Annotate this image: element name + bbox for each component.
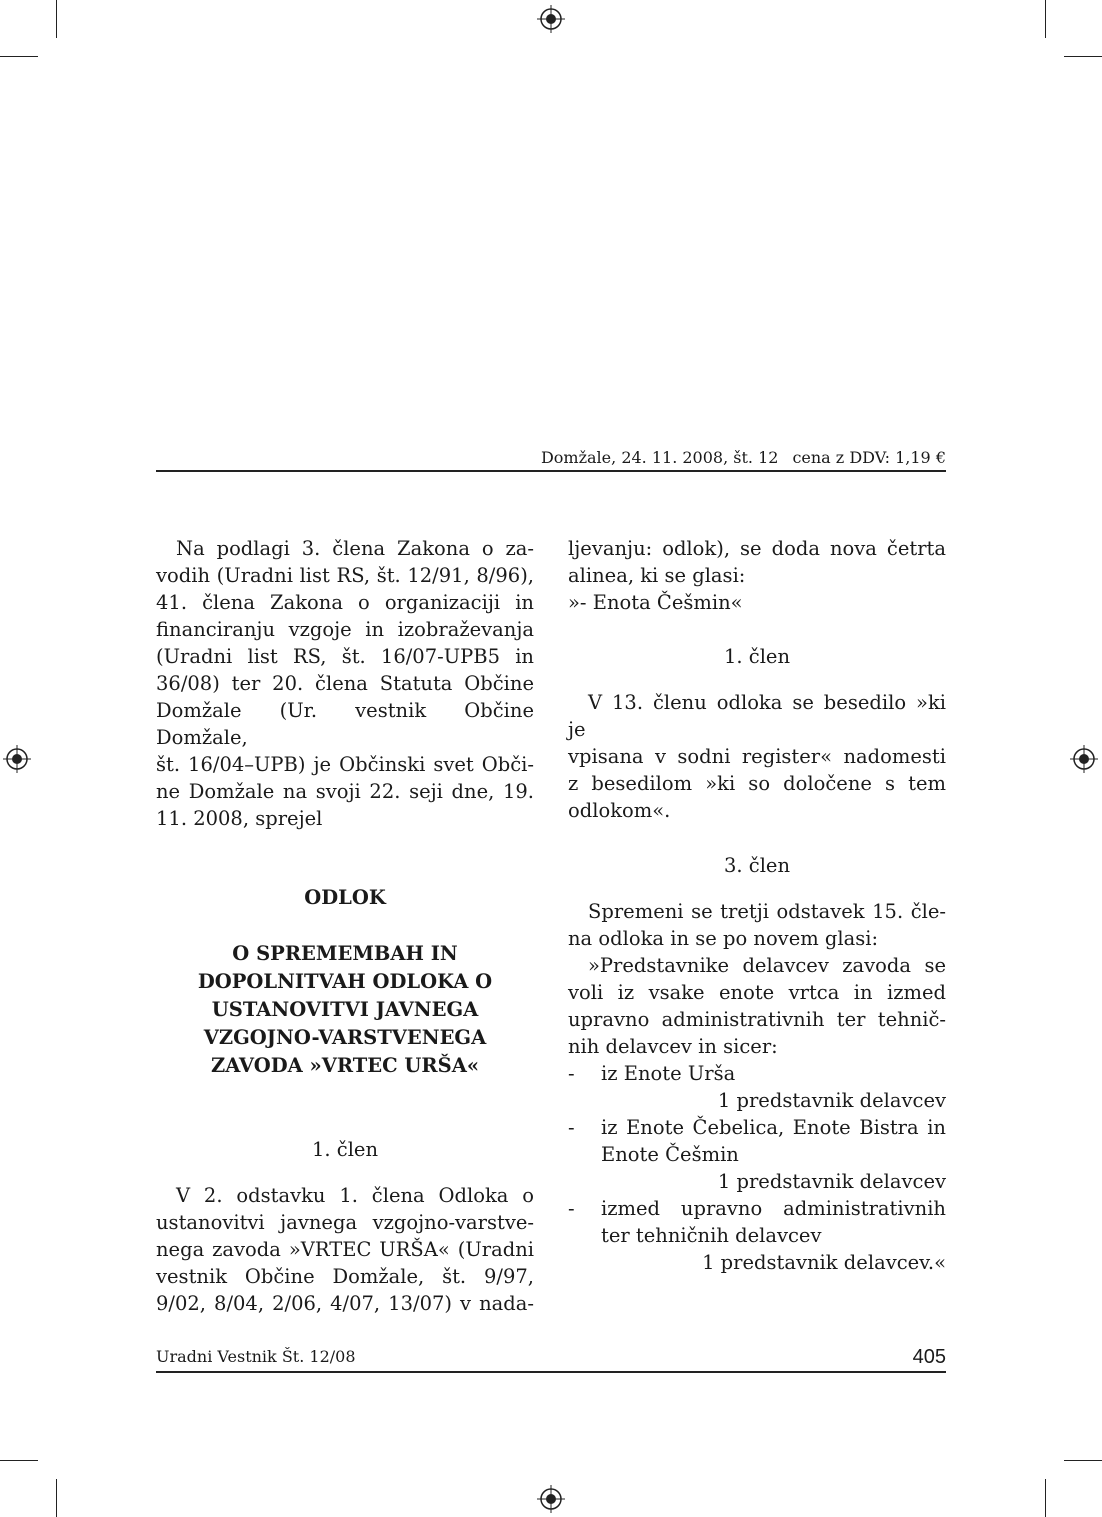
list-item-count: 1 predstavnik delavcev.« xyxy=(702,1251,946,1274)
continuation-line: alinea, ki se glasi: xyxy=(568,564,746,587)
right-column xyxy=(568,535,946,1276)
article-line: V 13. členu odloka se besedilo »ki je xyxy=(568,691,946,741)
article-line: voli iz vsake enote vrtca in izmed xyxy=(568,981,946,1004)
page-number: 405 xyxy=(912,1346,946,1368)
article-line: Spremeni se tretji odstavek 15. čle- xyxy=(588,900,946,923)
registration-mark-top-icon xyxy=(537,5,565,33)
list-item xyxy=(568,1060,946,1087)
document-subtitle xyxy=(156,940,534,1080)
subtitle-line: O SPREMEMBAH IN xyxy=(232,942,458,965)
crop-mark-top-left-v xyxy=(56,0,57,38)
article-line: upravno administrativnih ter tehnič- xyxy=(568,1008,946,1031)
subtitle-line: VZGOJNO-VARSTVENEGA xyxy=(203,1026,487,1049)
article-line: vpisana v sodni register« nadomesti xyxy=(568,745,946,768)
crop-mark-bottom-left-v xyxy=(56,1479,57,1517)
article-heading: 3. člen xyxy=(723,854,791,877)
article-line: ustanovitvi javnega vzgojno-varstve- xyxy=(156,1211,534,1234)
header-place-date: Domžale, 24. 11. 2008, št. 12 xyxy=(540,448,779,467)
article-body xyxy=(568,898,946,1060)
document-title: ODLOK xyxy=(304,886,386,909)
continuation-line: »- Enota Češmin« xyxy=(568,591,743,614)
article-line: nih delavcev in sicer: xyxy=(568,1035,778,1058)
article-heading: 1. člen xyxy=(311,1138,379,1161)
article-line: 9/02, 8/04, 2/06, 4/07, 13/07) v nada- xyxy=(156,1292,534,1315)
crop-mark-bottom-right-v xyxy=(1045,1479,1046,1517)
subtitle-line: ZAVODA »VRTEC URŠA« xyxy=(210,1054,480,1077)
article-line: vestnik Občine Domžale, št. 9/97, xyxy=(156,1265,534,1288)
preamble-line: ne Domžale na svoji 22. seji dne, 19. xyxy=(156,780,534,803)
article-line: V 2. odstavku 1. člena Odloka o xyxy=(176,1184,534,1207)
registration-mark-right-icon xyxy=(1070,745,1098,773)
left-column xyxy=(156,535,534,1317)
preamble-line: Domžale (Ur. vestnik Občine Domžale, xyxy=(156,699,534,749)
preamble-line: (Uradni list RS, št. 16/07-UPB5 in xyxy=(156,645,534,668)
crop-mark-top-left-h xyxy=(0,56,38,57)
list-item-text: ter tehničnih delavcev xyxy=(601,1224,822,1247)
preamble-line: 36/08) ter 20. člena Statuta Občine xyxy=(156,672,534,695)
header-price: cena z DDV: 1,19 € xyxy=(792,448,946,467)
crop-mark-top-right-v xyxy=(1045,0,1046,38)
list-item-text: - iz Enote Urša xyxy=(601,1062,736,1085)
preamble-line: št. 16/04–UPB) je Občinski svet Obči- xyxy=(156,753,534,776)
preamble-line: 11. 2008, sprejel xyxy=(156,807,323,830)
registration-mark-left-icon xyxy=(3,745,31,773)
list-item-count: 1 predstavnik delavcev xyxy=(717,1089,946,1112)
article-line: nega zavoda »VRTEC URŠA« (Uradni xyxy=(156,1238,534,1261)
registration-mark-bottom-icon xyxy=(537,1485,565,1513)
preamble-line: financiranju vzgoje in izobraževanja xyxy=(156,618,534,641)
page-header xyxy=(156,446,946,472)
crop-mark-top-right-h xyxy=(1064,56,1102,57)
preamble-line: 41. člena Zakona o organizaciji in xyxy=(156,591,534,614)
representatives-list xyxy=(568,1060,946,1276)
list-item-text: - iz Enote Čebelica, Enote Bistra in xyxy=(601,1116,946,1139)
article-line: odlokom«. xyxy=(568,799,671,822)
footer-publication: Uradni Vestnik Št. 12/08 xyxy=(156,1347,356,1366)
crop-mark-bottom-right-h xyxy=(1064,1460,1102,1461)
preamble-line: Na podlagi 3. člena Zakona o za- xyxy=(176,537,534,560)
continuation xyxy=(568,535,946,616)
list-item xyxy=(568,1195,946,1249)
article-body xyxy=(568,689,946,824)
subtitle-line: DOPOLNITVAH ODLOKA O xyxy=(197,970,493,993)
subtitle-line: USTANOVITVI JAVNEGA xyxy=(211,998,479,1021)
article-line: »Predstavnike delavcev zavoda se xyxy=(588,954,946,977)
article-line: z besedilom »ki so določene s tem xyxy=(568,772,946,795)
continuation-line: ljevanju: odlok), se doda nova četrta xyxy=(568,537,946,560)
article-heading: 1. člen xyxy=(723,645,791,668)
preamble xyxy=(156,535,534,832)
list-item-text: Enote Češmin xyxy=(601,1143,739,1166)
list-item-text: - izmed upravno administrativnih xyxy=(601,1197,946,1220)
preamble-line: vodih (Uradni list RS, št. 12/91, 8/96), xyxy=(156,564,534,587)
crop-mark-bottom-left-h xyxy=(0,1460,38,1461)
list-item xyxy=(568,1114,946,1168)
page-footer xyxy=(156,1343,946,1373)
article-body xyxy=(156,1182,534,1317)
article-line: na odloka in se po novem glasi: xyxy=(568,927,879,950)
list-item-count: 1 predstavnik delavcev xyxy=(717,1170,946,1193)
